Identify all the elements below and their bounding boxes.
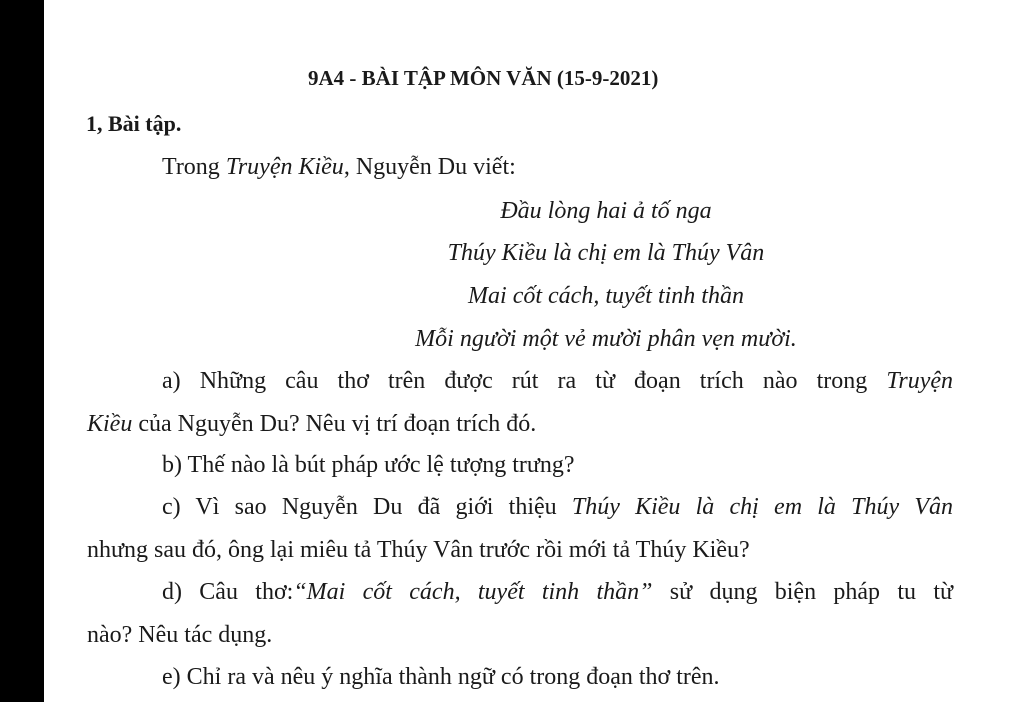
question-c-italic: Thúy Kiều là chị em là Thúy Vân xyxy=(571,494,953,520)
question-d-line-2: nào? Nêu tác dụng. xyxy=(87,622,273,648)
question-d-text: d) Câu thơ: xyxy=(162,579,294,605)
intro-text: Trong xyxy=(162,154,226,180)
intro-work-title: Truyện Kiều xyxy=(225,154,344,180)
question-a-line-1 xyxy=(162,366,953,396)
question-d-line-1 xyxy=(162,577,953,607)
poem-line-3: Mai cốt cách, tuyết tinh thần xyxy=(468,283,744,309)
left-black-margin xyxy=(0,0,44,702)
intro-line xyxy=(162,152,516,182)
intro-text-end: , Nguyễn Du viết: xyxy=(343,154,516,180)
poem-line-2: Thúy Kiều là chị em là Thúy Vân xyxy=(447,240,765,266)
poem-line-4: Mỗi người một vẻ mười phân vẹn mười. xyxy=(415,326,797,352)
question-a-line-2 xyxy=(87,409,536,439)
question-d-text-end: sử dụng biện pháp tu từ xyxy=(652,579,954,605)
poem-line-1: Đầu lòng hai ả tố nga xyxy=(500,198,712,224)
question-c-text: c) Vì sao Nguyễn Du đã giới thiệu xyxy=(162,494,572,520)
document-title: 9A4 - BÀI TẬP MÔN VĂN (15-9-2021) xyxy=(308,66,659,90)
question-a-italic-2: Kiều xyxy=(87,411,133,437)
document-page xyxy=(44,0,1024,702)
question-b: b) Thế nào là bút pháp ước lệ tượng trưng? xyxy=(162,452,575,478)
question-d-italic: “Mai cốt cách, tuyết tinh thần” xyxy=(293,579,653,605)
question-e: e) Chỉ ra và nêu ý nghĩa thành ngữ có trong đoạn thơ trên. xyxy=(162,664,720,690)
question-a-text-2: của Nguyễn Du? Nêu vị trí đoạn trích đó. xyxy=(132,411,537,437)
section-heading: 1, Bài tập. xyxy=(86,111,182,136)
question-c-line-1 xyxy=(162,492,953,522)
question-c-line-2: nhưng sau đó, ông lại miêu tả Thúy Vân trước rồi mới tả Thúy Kiều? xyxy=(87,537,750,563)
question-a-text: a) Những câu thơ trên được rút ra từ đoạn trích nào trong xyxy=(162,368,887,394)
question-a-italic: Truyện xyxy=(886,368,953,394)
